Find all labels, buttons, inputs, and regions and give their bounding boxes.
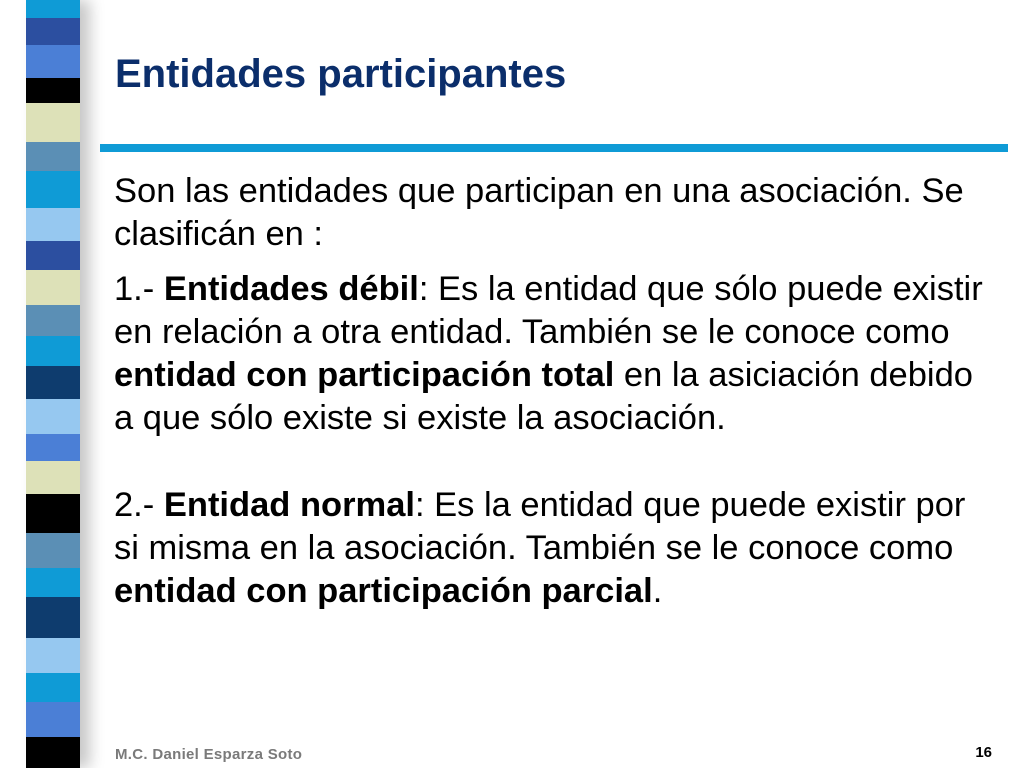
item-text: . [652,572,663,610]
item-normal-entity [114,484,994,613]
stripe-segment [26,638,80,673]
item-text: : Es la entidad que sólo puede existir en relación a otra entidad. También se le conoce como [114,270,983,351]
item-bold-phrase: entidad con participación total [114,356,615,394]
slide-title: Entidades participantes [115,52,567,96]
stripe-segment [26,270,80,305]
stripe-segment [26,0,80,18]
stripe-segment [26,673,80,702]
stripe-segment [26,434,80,461]
footer-author: M.C. Daniel Esparza Soto [115,746,303,763]
item-bold-phrase: entidad con participación parcial [114,572,653,610]
stripe-segment [26,103,80,142]
item-number: 1.- [114,270,164,308]
item-term: Entidades débil [163,270,419,308]
stripe-segment [26,241,80,270]
stripe-segment [26,305,80,336]
stripe-segment [26,208,80,241]
item-text: en la asiciación debido a que sólo existe si existe la asociación. [114,356,973,437]
stripe-segment [26,461,80,494]
stripe-segment [26,494,80,533]
stripe-segment [26,171,80,208]
item-text: : Es la entidad que puede existir por si misma en la asociación. También se le conoce como [114,486,966,567]
stripe-segment [26,78,80,103]
stripe-segment [26,336,80,365]
stripe-segment [26,533,80,568]
stripe-segment [26,399,80,434]
title-divider [100,144,1008,152]
stripe-segment [26,597,80,638]
stripe-segment [26,702,80,737]
stripe-segment [26,18,80,45]
stripe-segment [26,737,80,768]
stripe-segment [26,568,80,597]
slide-body [114,170,994,625]
decorative-stripe [26,0,80,768]
stripe-segment [26,45,80,78]
stripe-segment [26,142,80,171]
item-term: Entidad normal [163,486,415,524]
page-number: 16 [975,744,992,761]
item-number: 2.- [114,486,164,524]
stripe-segment [26,366,80,399]
item-weak-entity [114,268,994,440]
intro-paragraph: Son las entidades que participan en una asociación. Se clasificán en : [114,172,964,253]
